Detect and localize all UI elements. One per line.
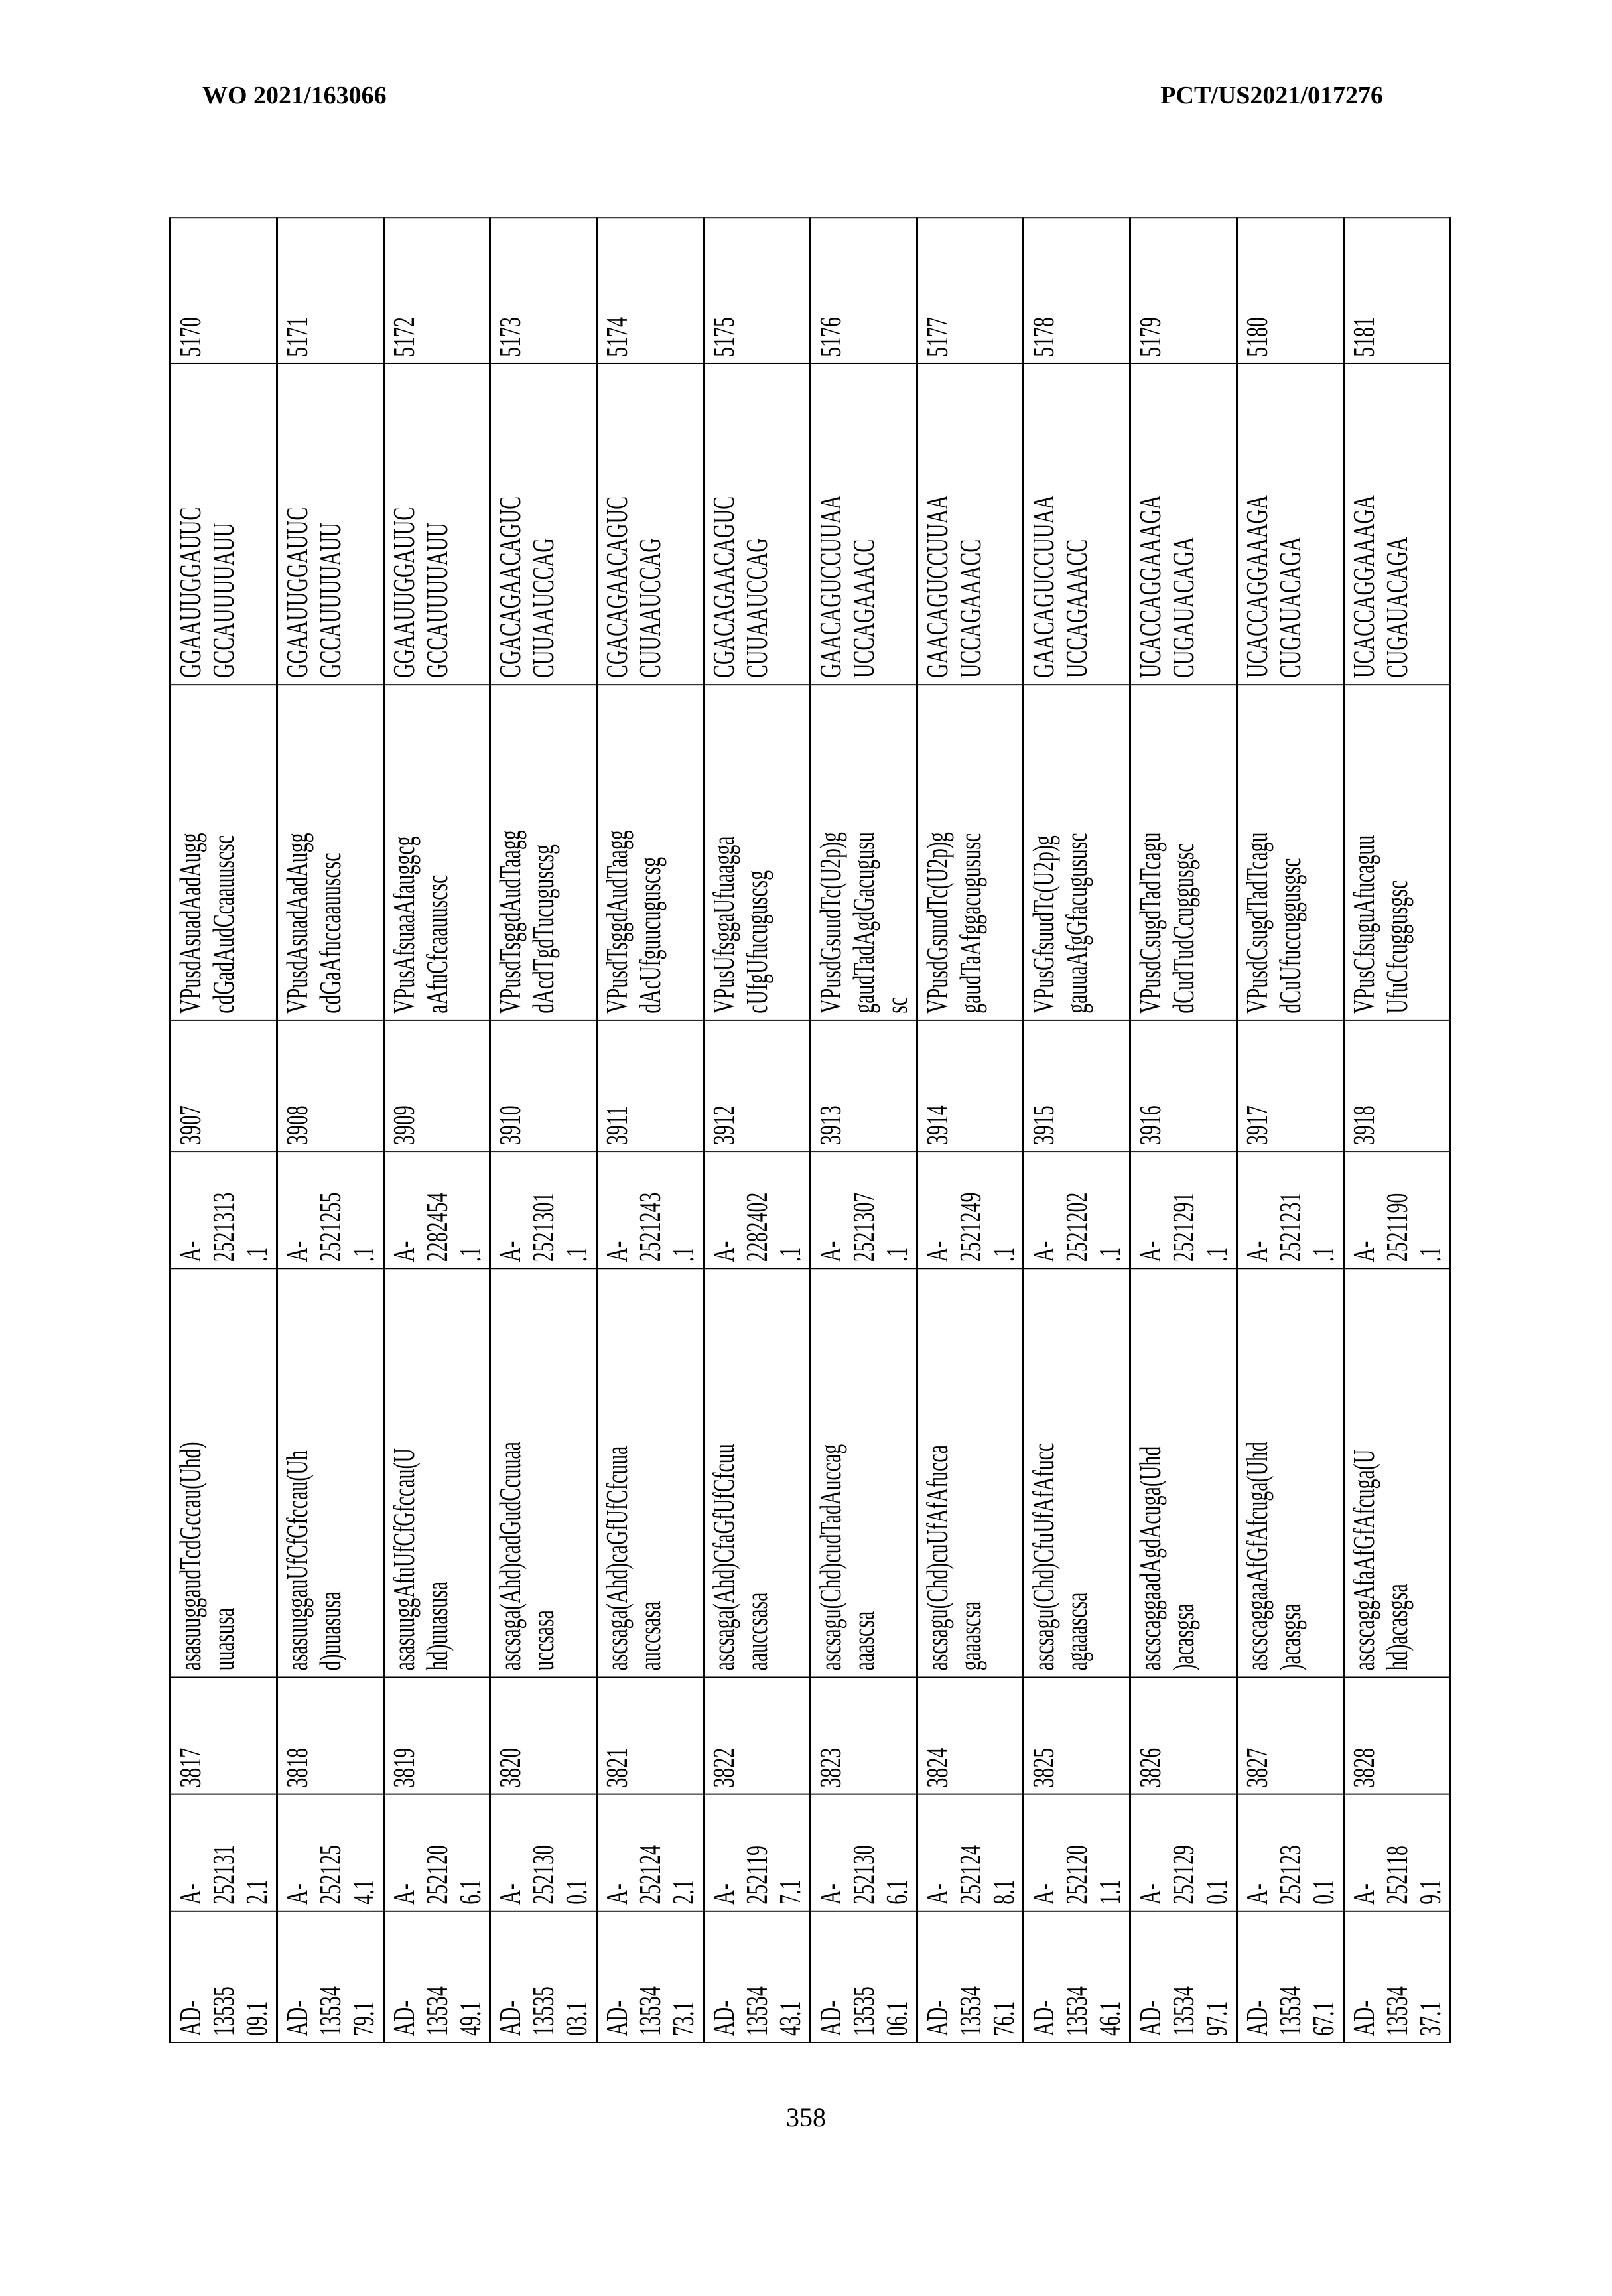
antisense-sequence-cell-text: VPusdCsugdTadTcagudCuUfuccuggusgsc	[1241, 829, 1307, 1014]
sense-sequence-cell	[383, 1268, 490, 1677]
antisense-id-cell	[490, 1152, 597, 1268]
sense-seq-id-cell-text: 3826	[1134, 1684, 1167, 1788]
target-sequence-cell-text: GGAAUUGGAUUCGCCAUUUUAUU	[281, 494, 347, 678]
sense-seq-id-cell-text: 3821	[600, 1684, 634, 1788]
target-sequence-cell-text: GAACAGUCCUUAAUCCAGAAACC	[1027, 494, 1093, 678]
antisense-seq-id-cell-text: 3908	[281, 1027, 314, 1145]
table-row	[810, 218, 917, 2043]
sense-sequence-cell-text: ascsagu(Chd)cudTadAuccagaaascsa	[814, 1441, 880, 1671]
duplex-id-cell	[810, 1911, 917, 2043]
antisense-sequence-cell	[1024, 685, 1130, 1020]
antisense-id-cell-text: A-2521291.1	[1134, 1191, 1233, 1262]
antisense-sequence-cell	[1130, 685, 1237, 1020]
antisense-seq-id-cell-text: 3909	[387, 1027, 421, 1145]
duplex-id-cell-text: AD-1353449.1	[387, 1982, 487, 2036]
antisense-id-cell	[170, 1152, 277, 1268]
sense-id-cell-text: A-2521312.1	[174, 1840, 273, 1905]
antisense-id-cell-text: A-2282454.1	[387, 1191, 487, 1262]
sense-id-cell-text: A-2521230.1	[1241, 1840, 1340, 1905]
target-sequence-cell	[703, 364, 810, 685]
duplex-id-cell	[490, 1911, 597, 2043]
target-seq-id-cell-text: 5174	[600, 224, 634, 357]
table-row	[1024, 218, 1130, 2043]
target-sequence-cell	[277, 364, 383, 685]
duplex-id-cell	[1024, 1911, 1130, 2043]
antisense-seq-id-cell-text: 3913	[814, 1027, 847, 1145]
sense-seq-id-cell	[703, 1677, 810, 1794]
target-seq-id-cell-text: 5178	[1027, 224, 1060, 357]
table-row	[490, 218, 597, 2043]
target-seq-id-cell	[383, 218, 490, 364]
duplex-id-cell-text: AD-1353443.1	[707, 1982, 807, 2036]
target-sequence-cell	[383, 364, 490, 685]
sense-id-cell	[1237, 1794, 1343, 1911]
table-row	[383, 218, 490, 2043]
sense-id-cell	[1024, 1794, 1130, 1911]
antisense-sequence-cell	[917, 685, 1024, 1020]
sense-sequence-cell	[490, 1268, 597, 1677]
sense-sequence-cell	[1237, 1268, 1343, 1677]
page-number: 358	[0, 2102, 1612, 2133]
target-sequence-cell-text: CGACAGAACAGUCCUUAAUCCAG	[707, 494, 773, 678]
target-seq-id-cell	[703, 218, 810, 364]
sense-id-cell	[917, 1794, 1024, 1911]
sense-id-cell	[1343, 1794, 1450, 1911]
duplex-id-cell	[170, 1911, 277, 2043]
antisense-seq-id-cell-text: 3914	[921, 1027, 954, 1145]
antisense-id-cell	[703, 1152, 810, 1268]
sense-seq-id-cell-text: 3817	[174, 1684, 207, 1788]
antisense-sequence-cell-text: VPusGfsuudTc(U2p)ggauuaAfgGfacugususc	[1027, 829, 1093, 1014]
sense-seq-id-cell	[277, 1677, 383, 1794]
sense-seq-id-cell	[1130, 1677, 1237, 1794]
sequence-table-container	[169, 219, 1449, 2043]
target-seq-id-cell-text: 5175	[707, 224, 740, 357]
antisense-seq-id-cell-text: 3911	[600, 1027, 634, 1145]
antisense-seq-id-cell-text: 3915	[1027, 1027, 1060, 1145]
duplex-id-cell-text: AD-1353503.1	[494, 1982, 593, 2036]
sense-id-cell-text: A-2521206.1	[387, 1840, 487, 1905]
sense-id-cell	[490, 1794, 597, 1911]
sense-sequence-cell-text: asasuuggAfuUfCfGfccau(Uhd)uuasusa	[387, 1441, 454, 1671]
sense-id-cell-text: A-2521201.1	[1027, 1840, 1126, 1905]
antisense-sequence-cell-text: VPusdTsggdAudTaaggdAcUfguucuguscsg	[600, 829, 667, 1014]
target-seq-id-cell	[917, 218, 1024, 364]
sense-seq-id-cell-text: 3822	[707, 1684, 740, 1788]
sense-seq-id-cell-text: 3827	[1241, 1684, 1274, 1788]
antisense-sequence-cell-text: VPusdAsuadAadAuggcdGaAfuccaauuscsc	[281, 829, 347, 1014]
antisense-seq-id-cell-text: 3917	[1241, 1027, 1274, 1145]
sense-sequence-cell	[917, 1268, 1024, 1677]
antisense-sequence-cell	[1343, 685, 1450, 1020]
sense-id-cell	[703, 1794, 810, 1911]
antisense-id-cell	[383, 1152, 490, 1268]
antisense-seq-id-cell	[1130, 1020, 1237, 1152]
sense-seq-id-cell	[1237, 1677, 1343, 1794]
antisense-sequence-cell-text: VPusdGsuudTc(U2p)ggaudTadAgdGacugususc	[814, 829, 913, 1014]
sense-sequence-cell-text: asasuuggauUfCfGfccau(Uhd)uuasusa	[281, 1441, 347, 1671]
target-seq-id-cell	[277, 218, 383, 364]
antisense-seq-id-cell-text: 3912	[707, 1027, 740, 1145]
target-seq-id-cell-text: 5172	[387, 224, 421, 357]
antisense-seq-id-cell	[810, 1020, 917, 1152]
antisense-id-cell	[1237, 1152, 1343, 1268]
antisense-seq-id-cell	[597, 1020, 704, 1152]
antisense-sequence-cell	[597, 685, 704, 1020]
sense-sequence-cell	[170, 1268, 277, 1677]
antisense-id-cell-text: A-2521243.1	[600, 1191, 700, 1262]
sense-id-cell-text: A-2521197.1	[707, 1840, 807, 1905]
target-seq-id-cell	[810, 218, 917, 364]
target-seq-id-cell	[1024, 218, 1130, 364]
table-row	[1237, 218, 1343, 2043]
sense-seq-id-cell-text: 3819	[387, 1684, 421, 1788]
target-sequence-cell	[1343, 364, 1450, 685]
table-row	[917, 218, 1024, 2043]
target-sequence-cell-text: UCACCAGGAAAGACUGAUACAGA	[1134, 494, 1200, 678]
duplex-id-cell-text: AD-1353476.1	[921, 1982, 1020, 2036]
sense-seq-id-cell-text: 3825	[1027, 1684, 1060, 1788]
antisense-seq-id-cell	[1343, 1020, 1450, 1152]
antisense-id-cell-text: A-2521249.1	[921, 1191, 1020, 1262]
target-sequence-cell-text: GAACAGUCCUUAAUCCAGAAACC	[921, 494, 987, 678]
target-sequence-cell	[597, 364, 704, 685]
duplex-id-cell	[597, 1911, 704, 2043]
antisense-id-cell-text: A-2521301.1	[494, 1191, 593, 1262]
antisense-seq-id-cell	[277, 1020, 383, 1152]
antisense-sequence-cell	[1237, 685, 1343, 1020]
antisense-seq-id-cell	[703, 1020, 810, 1152]
sense-sequence-cell-text: ascscaggaaAfGfAfcuga(Uhd)acasgsa	[1241, 1441, 1307, 1671]
antisense-seq-id-cell	[1237, 1020, 1343, 1152]
antisense-id-cell-text: A-2521307.1	[814, 1191, 913, 1262]
publication-number: WO 2021/163066	[202, 81, 387, 110]
antisense-id-cell	[1024, 1152, 1130, 1268]
target-seq-id-cell-text: 5181	[1347, 224, 1380, 357]
antisense-sequence-cell	[383, 685, 490, 1020]
sense-seq-id-cell	[917, 1677, 1024, 1794]
sense-id-cell-text: A-2521242.1	[600, 1840, 700, 1905]
table-row	[597, 218, 704, 2043]
sense-sequence-cell	[277, 1268, 383, 1677]
table-row	[170, 218, 277, 2043]
sense-sequence-cell-text: ascsaga(Ahd)CfaGfUfCfcuuaauccsasa	[707, 1441, 773, 1671]
target-sequence-cell	[1237, 364, 1343, 685]
table-row	[277, 218, 383, 2043]
sense-seq-id-cell-text: 3823	[814, 1684, 847, 1788]
duplex-id-cell-text: AD-1353437.1	[1347, 1982, 1447, 2036]
duplex-id-cell	[703, 1911, 810, 2043]
antisense-id-cell	[277, 1152, 383, 1268]
sense-id-cell	[277, 1794, 383, 1911]
antisense-id-cell	[810, 1152, 917, 1268]
duplex-id-cell	[277, 1911, 383, 2043]
antisense-seq-id-cell-text: 3907	[174, 1027, 207, 1145]
sense-id-cell	[383, 1794, 490, 1911]
sense-sequence-cell-text: asasuuggaudTcdGccau(Uhd)uuasusa	[174, 1441, 240, 1671]
sequence-table	[169, 217, 1451, 2043]
sense-seq-id-cell-text: 3824	[921, 1684, 954, 1788]
antisense-id-cell	[1130, 1152, 1237, 1268]
antisense-seq-id-cell-text: 3916	[1134, 1027, 1167, 1145]
target-sequence-cell-text: UCACCAGGAAAGACUGAUACAGA	[1347, 494, 1414, 678]
table-row	[703, 218, 810, 2043]
sense-id-cell-text: A-2521290.1	[1134, 1840, 1233, 1905]
antisense-seq-id-cell-text: 3910	[494, 1027, 527, 1145]
duplex-id-cell-text: AD-1353509.1	[174, 1982, 273, 2036]
antisense-seq-id-cell	[917, 1020, 1024, 1152]
target-sequence-cell-text: CGACAGAACAGUCCUUAAUCCAG	[600, 494, 667, 678]
target-sequence-cell	[1024, 364, 1130, 685]
duplex-id-cell	[917, 1911, 1024, 2043]
target-seq-id-cell	[170, 218, 277, 364]
sense-id-cell	[597, 1794, 704, 1911]
target-sequence-cell	[1130, 364, 1237, 685]
antisense-seq-id-cell	[1024, 1020, 1130, 1152]
target-sequence-cell	[917, 364, 1024, 685]
antisense-id-cell-text: A-2521202.1	[1027, 1191, 1126, 1262]
target-seq-id-cell-text: 5179	[1134, 224, 1167, 357]
antisense-id-cell	[1343, 1152, 1450, 1268]
sense-sequence-cell	[597, 1268, 704, 1677]
target-seq-id-cell-text: 5170	[174, 224, 207, 357]
sense-id-cell-text: A-2521254.1	[281, 1840, 380, 1905]
antisense-sequence-cell	[490, 685, 597, 1020]
table-body	[170, 218, 1451, 2043]
target-seq-id-cell	[1343, 218, 1450, 364]
target-sequence-cell-text: GGAAUUGGAUUCGCCAUUUUAUU	[387, 494, 454, 678]
target-seq-id-cell	[1237, 218, 1343, 364]
duplex-id-cell	[1237, 1911, 1343, 2043]
antisense-sequence-cell-text: VPusUfsggaUfuaaggacUfgUfucuguscsg	[707, 829, 773, 1014]
sense-id-cell	[810, 1794, 917, 1911]
antisense-id-cell-text: A-2282402.1	[707, 1191, 807, 1262]
sense-seq-id-cell	[1343, 1677, 1450, 1794]
antisense-id-cell-text: A-2521313.1	[174, 1191, 273, 1262]
sense-seq-id-cell-text: 3820	[494, 1684, 527, 1788]
sense-seq-id-cell-text: 3818	[281, 1684, 314, 1788]
sense-sequence-cell	[810, 1268, 917, 1677]
target-sequence-cell-text: UCACCAGGAAAGACUGAUACAGA	[1241, 494, 1307, 678]
antisense-sequence-cell-text: VPusdAsuadAadAuggcdGadAudCcaauuscsc	[174, 829, 240, 1014]
duplex-id-cell-text: AD-1353473.1	[600, 1982, 700, 2036]
sense-id-cell-text: A-2521189.1	[1347, 1840, 1447, 1905]
antisense-id-cell-text: A-2521255.1	[281, 1191, 380, 1262]
target-seq-id-cell	[597, 218, 704, 364]
antisense-sequence-cell	[703, 685, 810, 1020]
antisense-seq-id-cell	[170, 1020, 277, 1152]
sense-seq-id-cell-text: 3828	[1347, 1684, 1380, 1788]
antisense-sequence-cell-text: VPusAfsuaaAfauggcgaAfuCfcaauuscsc	[387, 829, 454, 1014]
antisense-id-cell-text: A-2521231.1	[1241, 1191, 1340, 1262]
sense-sequence-cell-text: ascscaggAfaAfGfAfcuga(Uhd)acasgsa	[1347, 1441, 1414, 1671]
sense-sequence-cell-text: ascscaggaadAgdAcuga(Uhd)acasgsa	[1134, 1441, 1200, 1671]
sense-id-cell-text: A-2521306.1	[814, 1840, 913, 1905]
target-sequence-cell-text: CGACAGAACAGUCCUUAAUCCAG	[494, 494, 560, 678]
antisense-sequence-cell-text: VPusdGsuudTc(U2p)ggaudTaAfggacugususc	[921, 829, 987, 1014]
target-sequence-cell-text: GAACAGUCCUUAAUCCAGAAACC	[814, 494, 880, 678]
application-number: PCT/US2021/017276	[1160, 81, 1383, 110]
sense-sequence-cell	[1024, 1268, 1130, 1677]
antisense-sequence-cell	[810, 685, 917, 1020]
sense-seq-id-cell	[383, 1677, 490, 1794]
sense-sequence-cell-text: ascsaga(Ahd)cadGudCcuuaauccsasa	[494, 1441, 560, 1671]
target-sequence-cell	[490, 364, 597, 685]
antisense-id-cell	[597, 1152, 704, 1268]
target-seq-id-cell-text: 5176	[814, 224, 847, 357]
sense-sequence-cell	[703, 1268, 810, 1677]
antisense-sequence-cell-text: VPusdTsggdAudTaaggdAcdTgdTucuguscsg	[494, 829, 560, 1014]
antisense-sequence-cell-text: VPusCfsuguAfucaguuUfuCfcuggusgsc	[1347, 829, 1414, 1014]
target-sequence-cell	[810, 364, 917, 685]
sense-sequence-cell	[1343, 1268, 1450, 1677]
sense-seq-id-cell	[170, 1677, 277, 1794]
target-seq-id-cell	[1130, 218, 1237, 364]
antisense-seq-id-cell	[490, 1020, 597, 1152]
sense-seq-id-cell	[1024, 1677, 1130, 1794]
sense-seq-id-cell	[490, 1677, 597, 1794]
target-seq-id-cell-text: 5177	[921, 224, 954, 357]
antisense-id-cell	[917, 1152, 1024, 1268]
antisense-seq-id-cell	[383, 1020, 490, 1152]
duplex-id-cell	[383, 1911, 490, 2043]
sense-sequence-cell-text: ascsagu(Chd)cuUfAfAfuccagaaascsa	[921, 1441, 987, 1671]
duplex-id-cell-text: AD-1353479.1	[281, 1982, 380, 2036]
duplex-id-cell-text: AD-1353497.1	[1134, 1982, 1233, 2036]
duplex-id-cell-text: AD-1353446.1	[1027, 1982, 1126, 2036]
antisense-sequence-cell-text: VPusdCsugdTadTcagudCudTudCcuggusgsc	[1134, 829, 1200, 1014]
table-row	[1130, 218, 1237, 2043]
duplex-id-cell	[1343, 1911, 1450, 2043]
sense-sequence-cell-text: ascsaga(Ahd)caGfUfCfcuuaauccsasa	[600, 1441, 667, 1671]
sense-id-cell	[1130, 1794, 1237, 1911]
sense-id-cell	[170, 1794, 277, 1911]
sense-id-cell-text: A-2521248.1	[921, 1840, 1020, 1905]
antisense-id-cell-text: A-2521190.1	[1347, 1191, 1447, 1262]
sense-seq-id-cell	[810, 1677, 917, 1794]
target-sequence-cell-text: GGAAUUGGAUUCGCCAUUUUAUU	[174, 494, 240, 678]
sense-id-cell-text: A-2521300.1	[494, 1840, 593, 1905]
sense-sequence-cell	[1130, 1268, 1237, 1677]
target-seq-id-cell-text: 5180	[1241, 224, 1274, 357]
antisense-seq-id-cell-text: 3918	[1347, 1027, 1380, 1145]
target-seq-id-cell-text: 5171	[281, 224, 314, 357]
antisense-sequence-cell	[277, 685, 383, 1020]
sense-seq-id-cell	[597, 1677, 704, 1794]
table-row	[1343, 218, 1450, 2043]
antisense-sequence-cell	[170, 685, 277, 1020]
target-seq-id-cell	[490, 218, 597, 364]
duplex-id-cell-text: AD-1353467.1	[1241, 1982, 1340, 2036]
sense-sequence-cell-text: ascsagu(Chd)CfuUfAfAfuccagaaascsa	[1027, 1441, 1093, 1671]
target-sequence-cell	[170, 364, 277, 685]
duplex-id-cell-text: AD-1353506.1	[814, 1982, 913, 2036]
duplex-id-cell	[1130, 1911, 1237, 2043]
target-seq-id-cell-text: 5173	[494, 224, 527, 357]
